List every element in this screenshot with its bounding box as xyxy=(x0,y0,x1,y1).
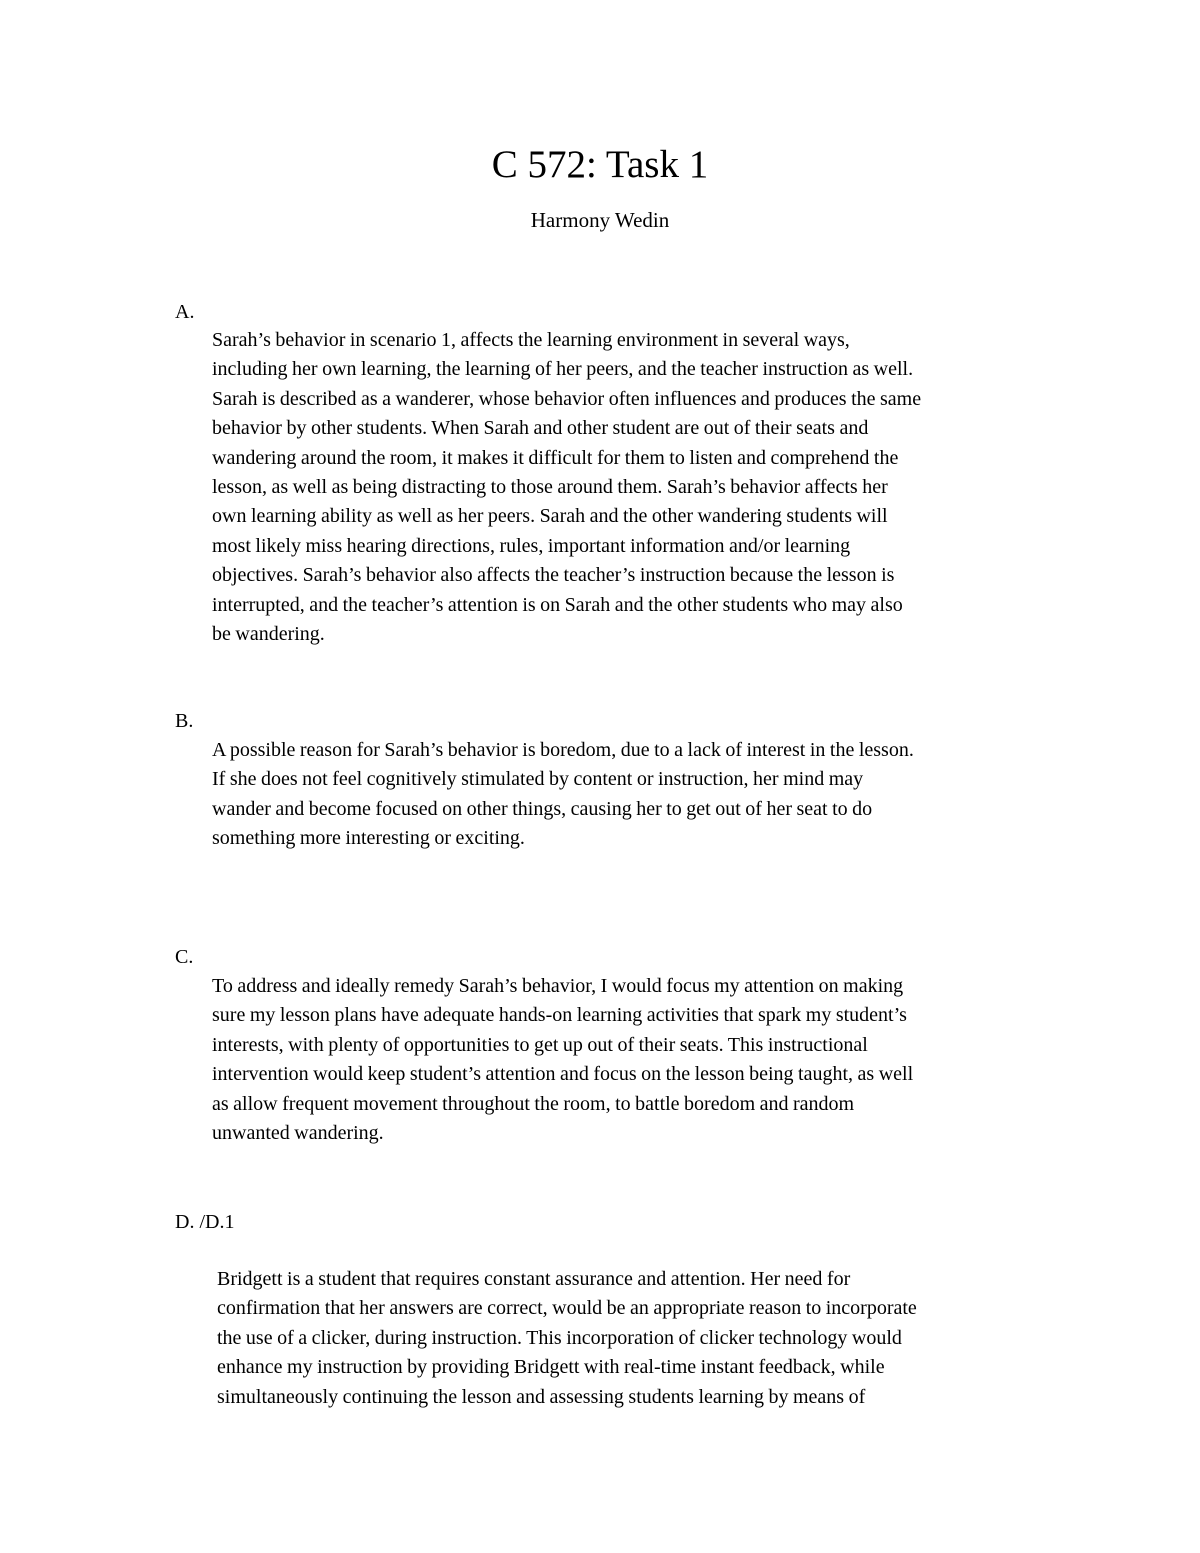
section-b-marker: B. xyxy=(175,710,194,732)
section-a-paragraph xyxy=(212,326,1072,649)
paragraph-line: interrupted, and the teacher’s attention is on Sarah and the other students who may also xyxy=(212,593,903,616)
section-d-marker: D. /D.1 xyxy=(175,1211,235,1233)
paragraph-line: own learning ability as well as her peers. Sarah and the other wandering students will xyxy=(212,505,888,528)
section-c-marker: C. xyxy=(175,946,194,968)
paragraph-line: objectives. Sarah’s behavior also affects the teacher’s instruction because the lesson is xyxy=(212,564,895,587)
section-c-paragraph xyxy=(212,972,1072,1148)
section-b-paragraph xyxy=(212,736,1072,854)
document-title: C 572: Task 1 xyxy=(491,143,709,186)
paragraph-line: simultaneously continuing the lesson and assessing students learning by means of xyxy=(217,1385,866,1408)
paragraph-line: A possible reason for Sarah’s behavior is boredom, due to a lack of interest in the lesson. xyxy=(212,739,914,761)
paragraph-line: unwanted wandering. xyxy=(212,1122,384,1145)
paragraph-line: be wandering. xyxy=(212,623,325,646)
paragraph-line: most likely miss hearing directions, rules, important information and/or learning xyxy=(212,534,851,557)
paragraph-line: enhance my instruction by providing Bridgett with real-time instant feedback, while xyxy=(217,1356,885,1379)
paragraph-line: the use of a clicker, during instruction. This incorporation of clicker technology would xyxy=(217,1326,902,1349)
paragraph-line: something more interesting or exciting. xyxy=(212,827,525,850)
paragraph-line: as allow frequent movement throughout the room, to battle boredom and random xyxy=(212,1092,855,1115)
paragraph-line: To address and ideally remedy Sarah’s behavior, I would focus my attention on making xyxy=(212,975,904,997)
paragraph-line: intervention would keep student’s attention and focus on the lesson being taught, as well xyxy=(212,1063,914,1086)
paragraph-line: lesson, as well as being distracting to those around them. Sarah’s behavior affects her xyxy=(212,476,888,499)
author-name: Harmony Wedin xyxy=(530,208,670,232)
section-a-marker: A. xyxy=(175,301,195,323)
paragraph-line: confirmation that her answers are correct, would be an appropriate reason to incorporate xyxy=(217,1297,917,1320)
paragraph-line: including her own learning, the learning of her peers, and the teacher instruction as well. xyxy=(212,358,914,381)
paragraph-line: Sarah’s behavior in scenario 1, affects the learning environment in several ways, xyxy=(212,329,850,351)
paragraph-line: wandering around the room, it makes it difficult for them to listen and comprehend the xyxy=(212,446,899,469)
paragraph-line: behavior by other students. When Sarah and other student are out of their seats and xyxy=(212,417,869,440)
paragraph-line: wander and become focused on other things, causing her to get out of her seat to do xyxy=(212,797,873,820)
paragraph-line: Sarah is described as a wanderer, whose behavior often influences and produces the same xyxy=(212,387,922,410)
paragraph-line: sure my lesson plans have adequate hands-on learning activities that spark my student’s xyxy=(212,1004,907,1027)
paragraph-line: Bridgett is a student that requires constant assurance and attention. Her need for xyxy=(217,1268,851,1290)
section-d-paragraph xyxy=(217,1265,1077,1412)
paragraph-line: If she does not feel cognitively stimulated by content or instruction, her mind may xyxy=(212,768,864,791)
paragraph-line: interests, with plenty of opportunities to get up out of their seats. This instructional xyxy=(212,1033,868,1056)
